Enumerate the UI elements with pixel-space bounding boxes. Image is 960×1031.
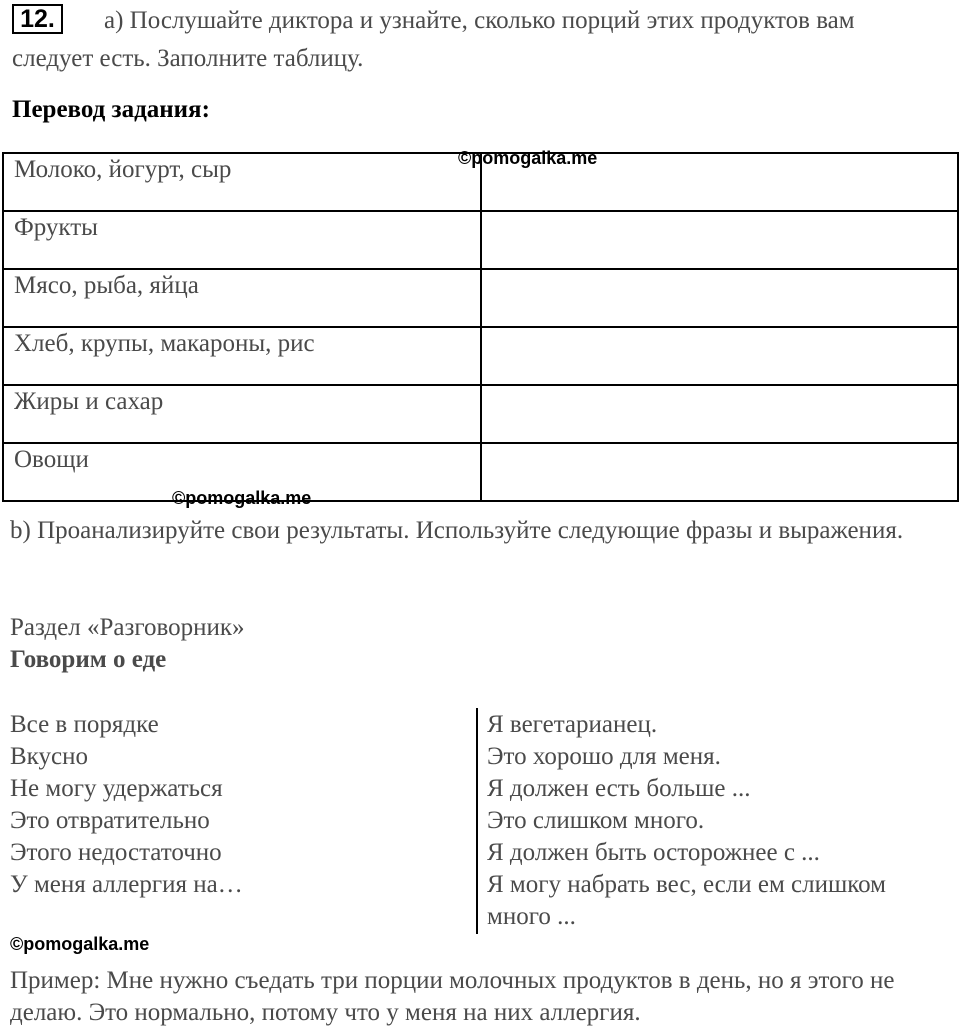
task-number: 12. bbox=[12, 4, 63, 34]
table-row bbox=[3, 327, 958, 385]
phrase-item: Не могу удержаться bbox=[10, 775, 223, 802]
phrase-item: Это отвратительно bbox=[10, 807, 210, 834]
phrase-item: Я вегетарианец. bbox=[487, 711, 658, 738]
phrase-item: Я могу набрать вес, если ем слишком много ... bbox=[487, 871, 886, 930]
example-text: Пример: Мне нужно съедать три порции молочных продуктов в день, но я этого не делаю. Это нормально, потому что у меня на них аллергия. bbox=[10, 967, 895, 1026]
section-title: Говорим о еде bbox=[10, 646, 167, 673]
portions-cell[interactable] bbox=[481, 327, 958, 385]
portions-cell[interactable] bbox=[481, 211, 958, 269]
phrases-right-list bbox=[487, 709, 952, 933]
portions-cell[interactable] bbox=[481, 269, 958, 327]
phrase-item: Все в порядке bbox=[10, 711, 159, 738]
column-divider bbox=[476, 708, 478, 934]
phrases-left-list bbox=[10, 709, 243, 901]
phrase-item: У меня аллергия на… bbox=[10, 871, 243, 898]
phrase-item: Этого недостаточно bbox=[10, 839, 222, 866]
food-group-label: Фрукты bbox=[3, 211, 481, 269]
portions-cell[interactable] bbox=[481, 443, 958, 501]
phrase-item: Это слишком много. bbox=[487, 807, 705, 834]
translation-heading: Перевод задания: bbox=[12, 96, 210, 123]
table-row bbox=[3, 269, 958, 327]
table-row bbox=[3, 385, 958, 443]
food-group-label: Овощи bbox=[3, 443, 481, 501]
phrase-item: Вкусно bbox=[10, 743, 88, 770]
table-row bbox=[3, 443, 958, 501]
phrase-item: Я должен есть больше ... bbox=[487, 775, 751, 802]
task-intro: a) Послушайте диктора и узнайте, сколько порций этих продуктов вам следует есть. Заполните таблицу. bbox=[12, 7, 855, 72]
watermark-middle: ©pomogalka.me bbox=[172, 488, 312, 508]
food-group-label: Мясо, рыба, яйца bbox=[3, 269, 481, 327]
portions-table bbox=[2, 152, 959, 502]
section-label: Раздел «Разговорник» bbox=[10, 614, 245, 641]
portions-cell[interactable] bbox=[481, 385, 958, 443]
food-group-label: Молоко, йогурт, сыр bbox=[3, 153, 481, 211]
table-row bbox=[3, 211, 958, 269]
phrase-item: Это хорошо для меня. bbox=[487, 743, 721, 770]
phrase-item: Я должен быть осторожнее с ... bbox=[487, 839, 820, 866]
food-group-label: Жиры и сахар bbox=[3, 385, 481, 443]
food-group-label: Хлеб, крупы, макароны, рис bbox=[3, 327, 481, 385]
part-b-instruction: b) Проанализируйте свои результаты. Используйте следующие фразы и выражения. bbox=[10, 517, 904, 544]
watermark-top: ©pomogalka.me bbox=[458, 148, 598, 168]
watermark-bottom: ©pomogalka.me bbox=[10, 934, 150, 954]
